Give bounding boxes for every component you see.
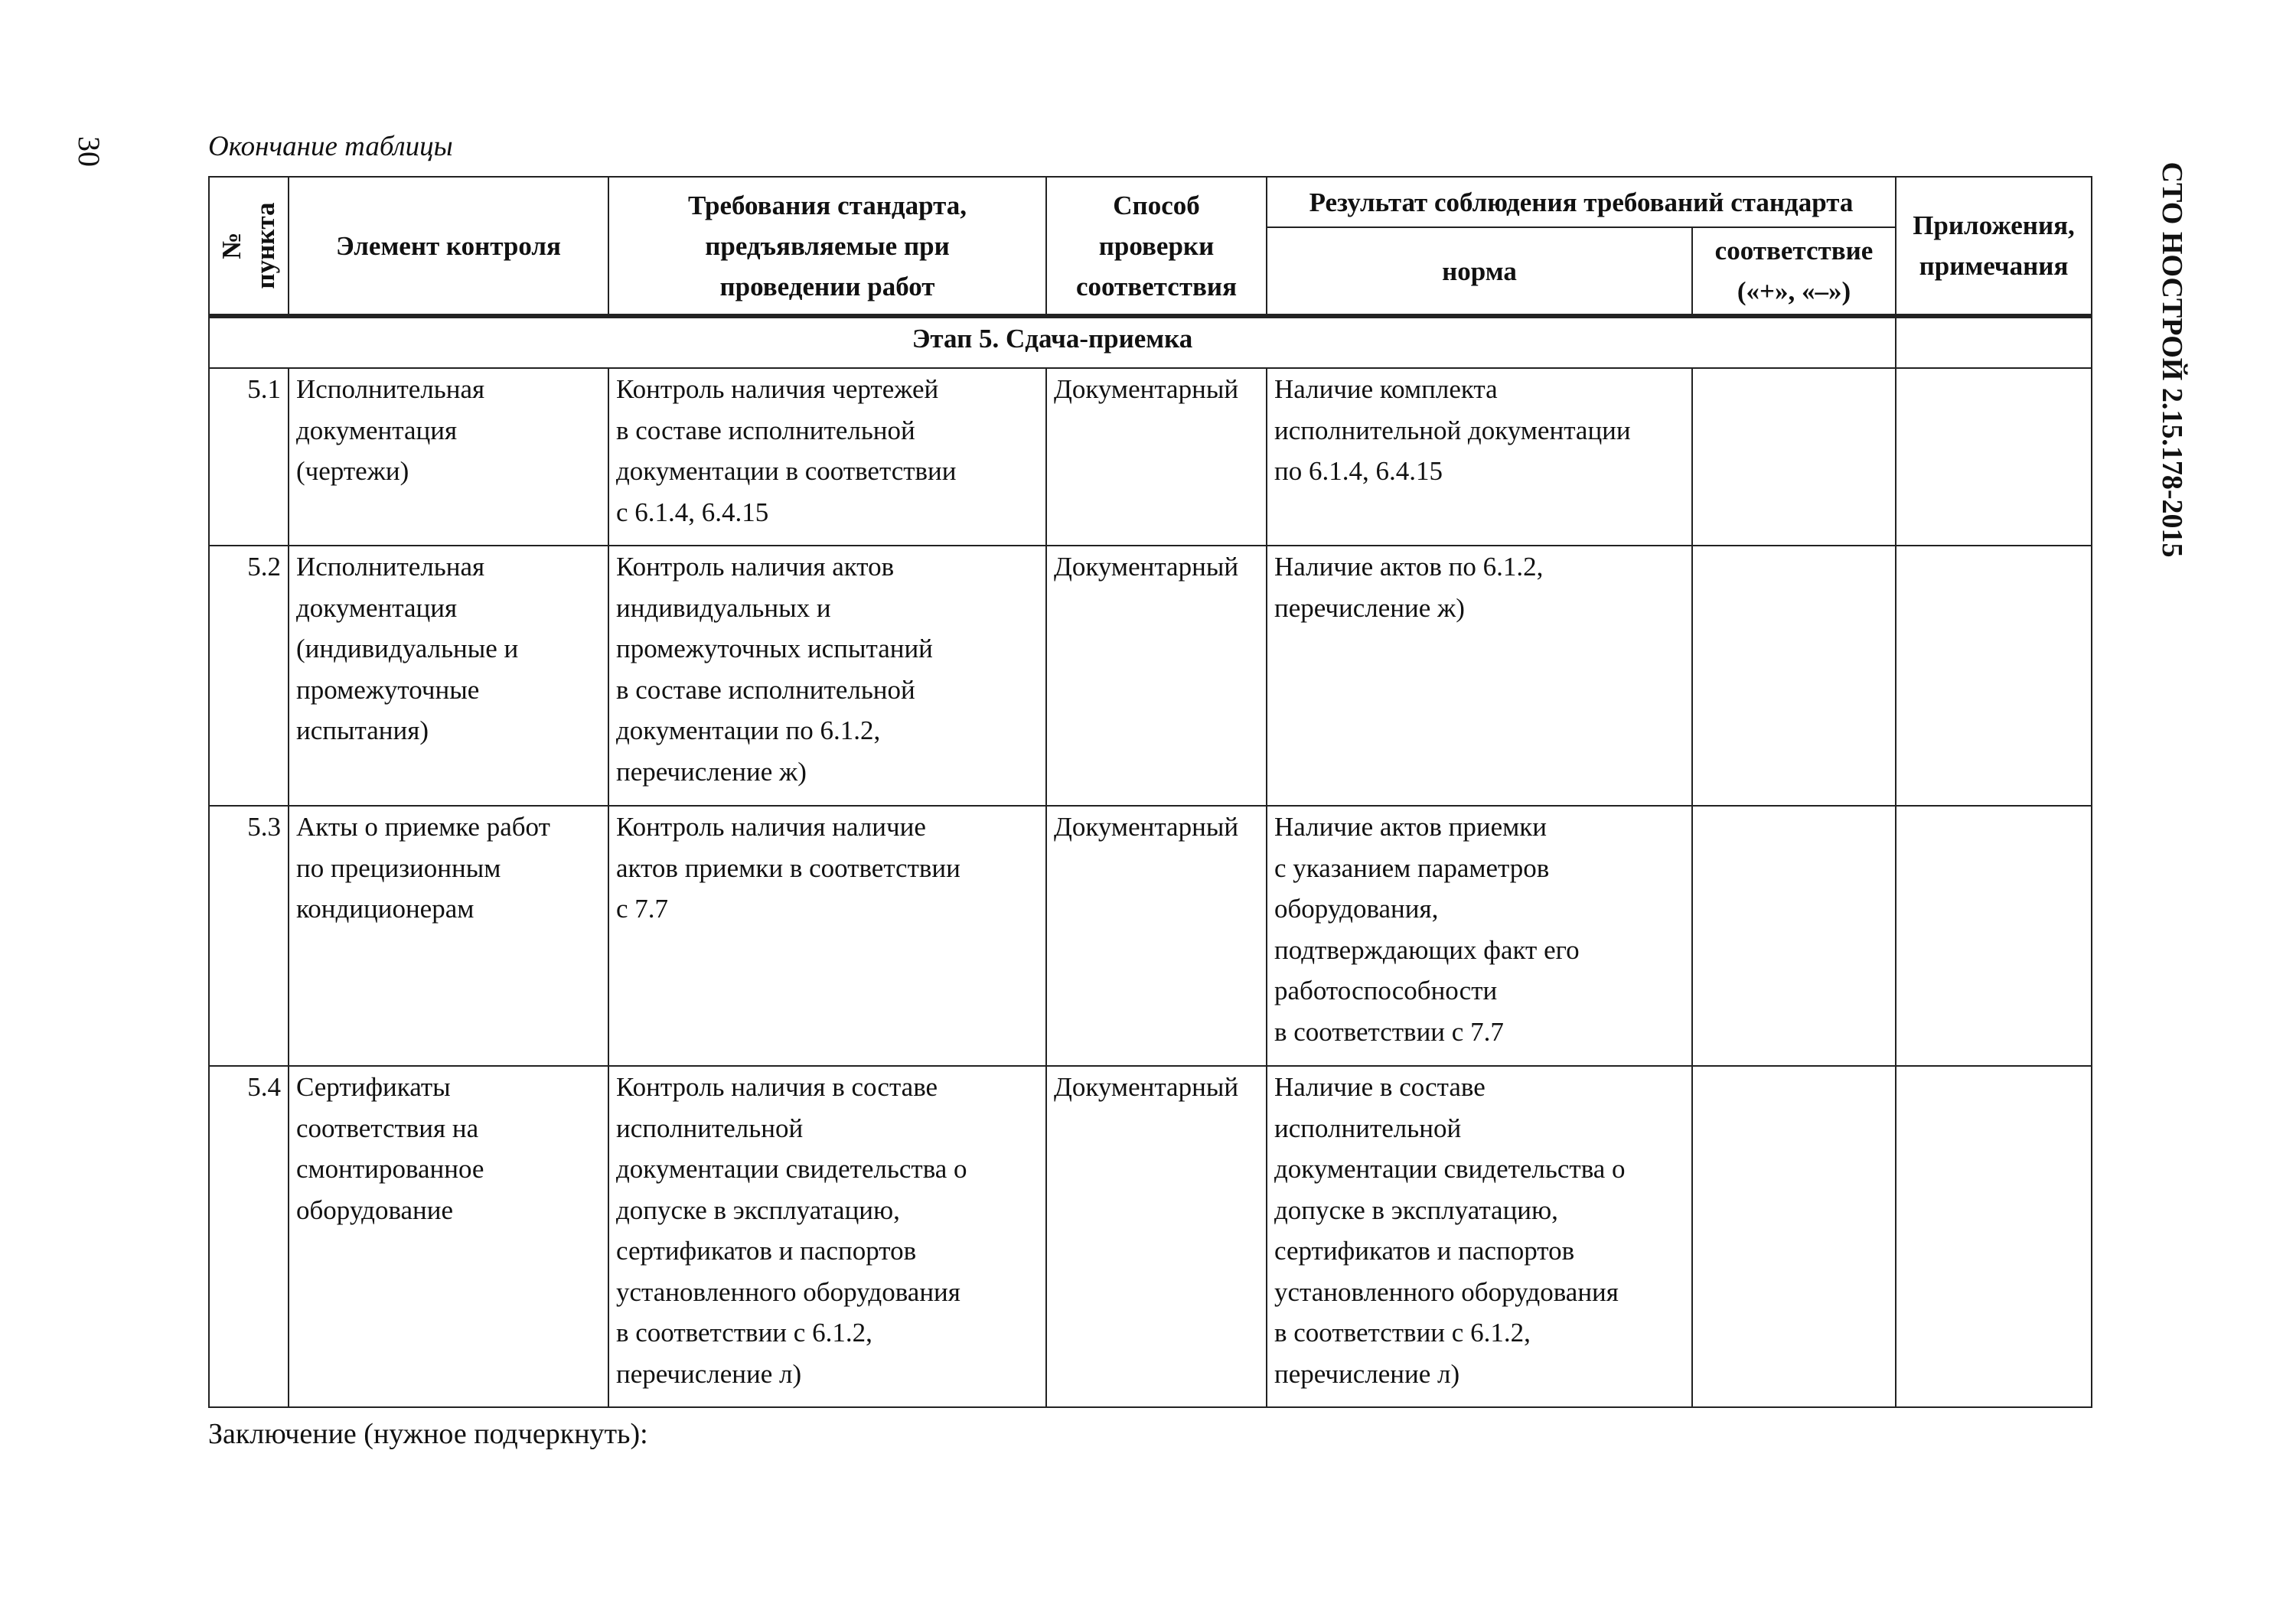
stage-title: Этап 5. Сдача-приемка (209, 316, 1896, 368)
header-num-label: № пункта (217, 202, 280, 289)
header-notes: Приложения, примечания (1896, 177, 2092, 316)
row-element: Акты о приемке работ по прецизионным кондиционерам (289, 806, 608, 1066)
row-conformity (1692, 806, 1896, 1066)
stage-row (209, 316, 2092, 368)
row-element: Исполнительная документация (чертежи) (289, 368, 608, 546)
table-row (209, 368, 2092, 546)
stage-notes-cell (1896, 316, 2092, 368)
table-row (209, 1066, 2092, 1407)
header-method: Способ проверки соответствия (1046, 177, 1267, 316)
row-notes (1896, 546, 2092, 806)
row-notes (1896, 1066, 2092, 1407)
row-requirements: Контроль наличия актов индивидуальных и промежуточных испытаний в составе исполнительной документации по 6.1.2, перечисление ж) (608, 546, 1046, 806)
row-requirements: Контроль наличия чертежей в составе исполнительной документации в соответствии с 6.1.4, 6.4.15 (608, 368, 1046, 546)
row-num: 5.4 (209, 1066, 289, 1407)
header-conformity: соответствие («+», «–») (1692, 227, 1896, 316)
row-num: 5.1 (209, 368, 289, 546)
header-norm: норма (1267, 227, 1692, 316)
row-element: Сертификаты соответствия на смонтированное оборудование (289, 1066, 608, 1407)
row-requirements: Контроль наличия наличие актов приемки в соответствии с 7.7 (608, 806, 1046, 1066)
row-method: Документарный (1046, 1066, 1267, 1407)
conclusion-text: Заключение (нужное подчеркнуть): (208, 1418, 648, 1450)
row-norm: Наличие актов приемки с указанием параметров оборудования, подтверждающих факт его работоспособности в соответствии с 7.7 (1267, 806, 1692, 1066)
header-num (209, 177, 289, 316)
row-element: Исполнительная документация (индивидуальные и промежуточные испытания) (289, 546, 608, 806)
row-norm: Наличие в составе исполнительной документации свидетельства о допуске в эксплуатацию, сертификатов и паспортов установленного оборудования в соответствии с 6.1.2, перечисление л) (1267, 1066, 1692, 1407)
page-number: 30 (72, 136, 106, 167)
row-method: Документарный (1046, 546, 1267, 806)
row-conformity (1692, 546, 1896, 806)
header-element: Элемент контроля (289, 177, 608, 316)
table-row (209, 806, 2092, 1066)
header-result: Результат соблюдения требований стандарта (1267, 177, 1896, 227)
header-row-1 (209, 177, 2092, 227)
row-method: Документарный (1046, 368, 1267, 546)
row-norm: Наличие актов по 6.1.2, перечисление ж) (1267, 546, 1692, 806)
document-code: СТО НОСТРОЙ 2.15.178-2015 (2156, 161, 2188, 558)
table-row (209, 546, 2092, 806)
row-num: 5.3 (209, 806, 289, 1066)
row-method: Документарный (1046, 806, 1267, 1066)
row-notes (1896, 368, 2092, 546)
row-norm: Наличие комплекта исполнительной документации по 6.1.4, 6.4.15 (1267, 368, 1692, 546)
row-conformity (1692, 368, 1896, 546)
row-notes (1896, 806, 2092, 1066)
header-requirements: Требования стандарта, предъявляемые при проведении работ (608, 177, 1046, 316)
row-num: 5.2 (209, 546, 289, 806)
row-requirements: Контроль наличия в составе исполнительной документации свидетельства о допуске в эксплуатацию, сертификатов и паспортов установленного оборудования в соответствии с 6.1.2, перечисление л) (608, 1066, 1046, 1407)
table-continuation-label: Окончание таблицы (208, 131, 453, 162)
control-table (208, 176, 2092, 1408)
row-conformity (1692, 1066, 1896, 1407)
